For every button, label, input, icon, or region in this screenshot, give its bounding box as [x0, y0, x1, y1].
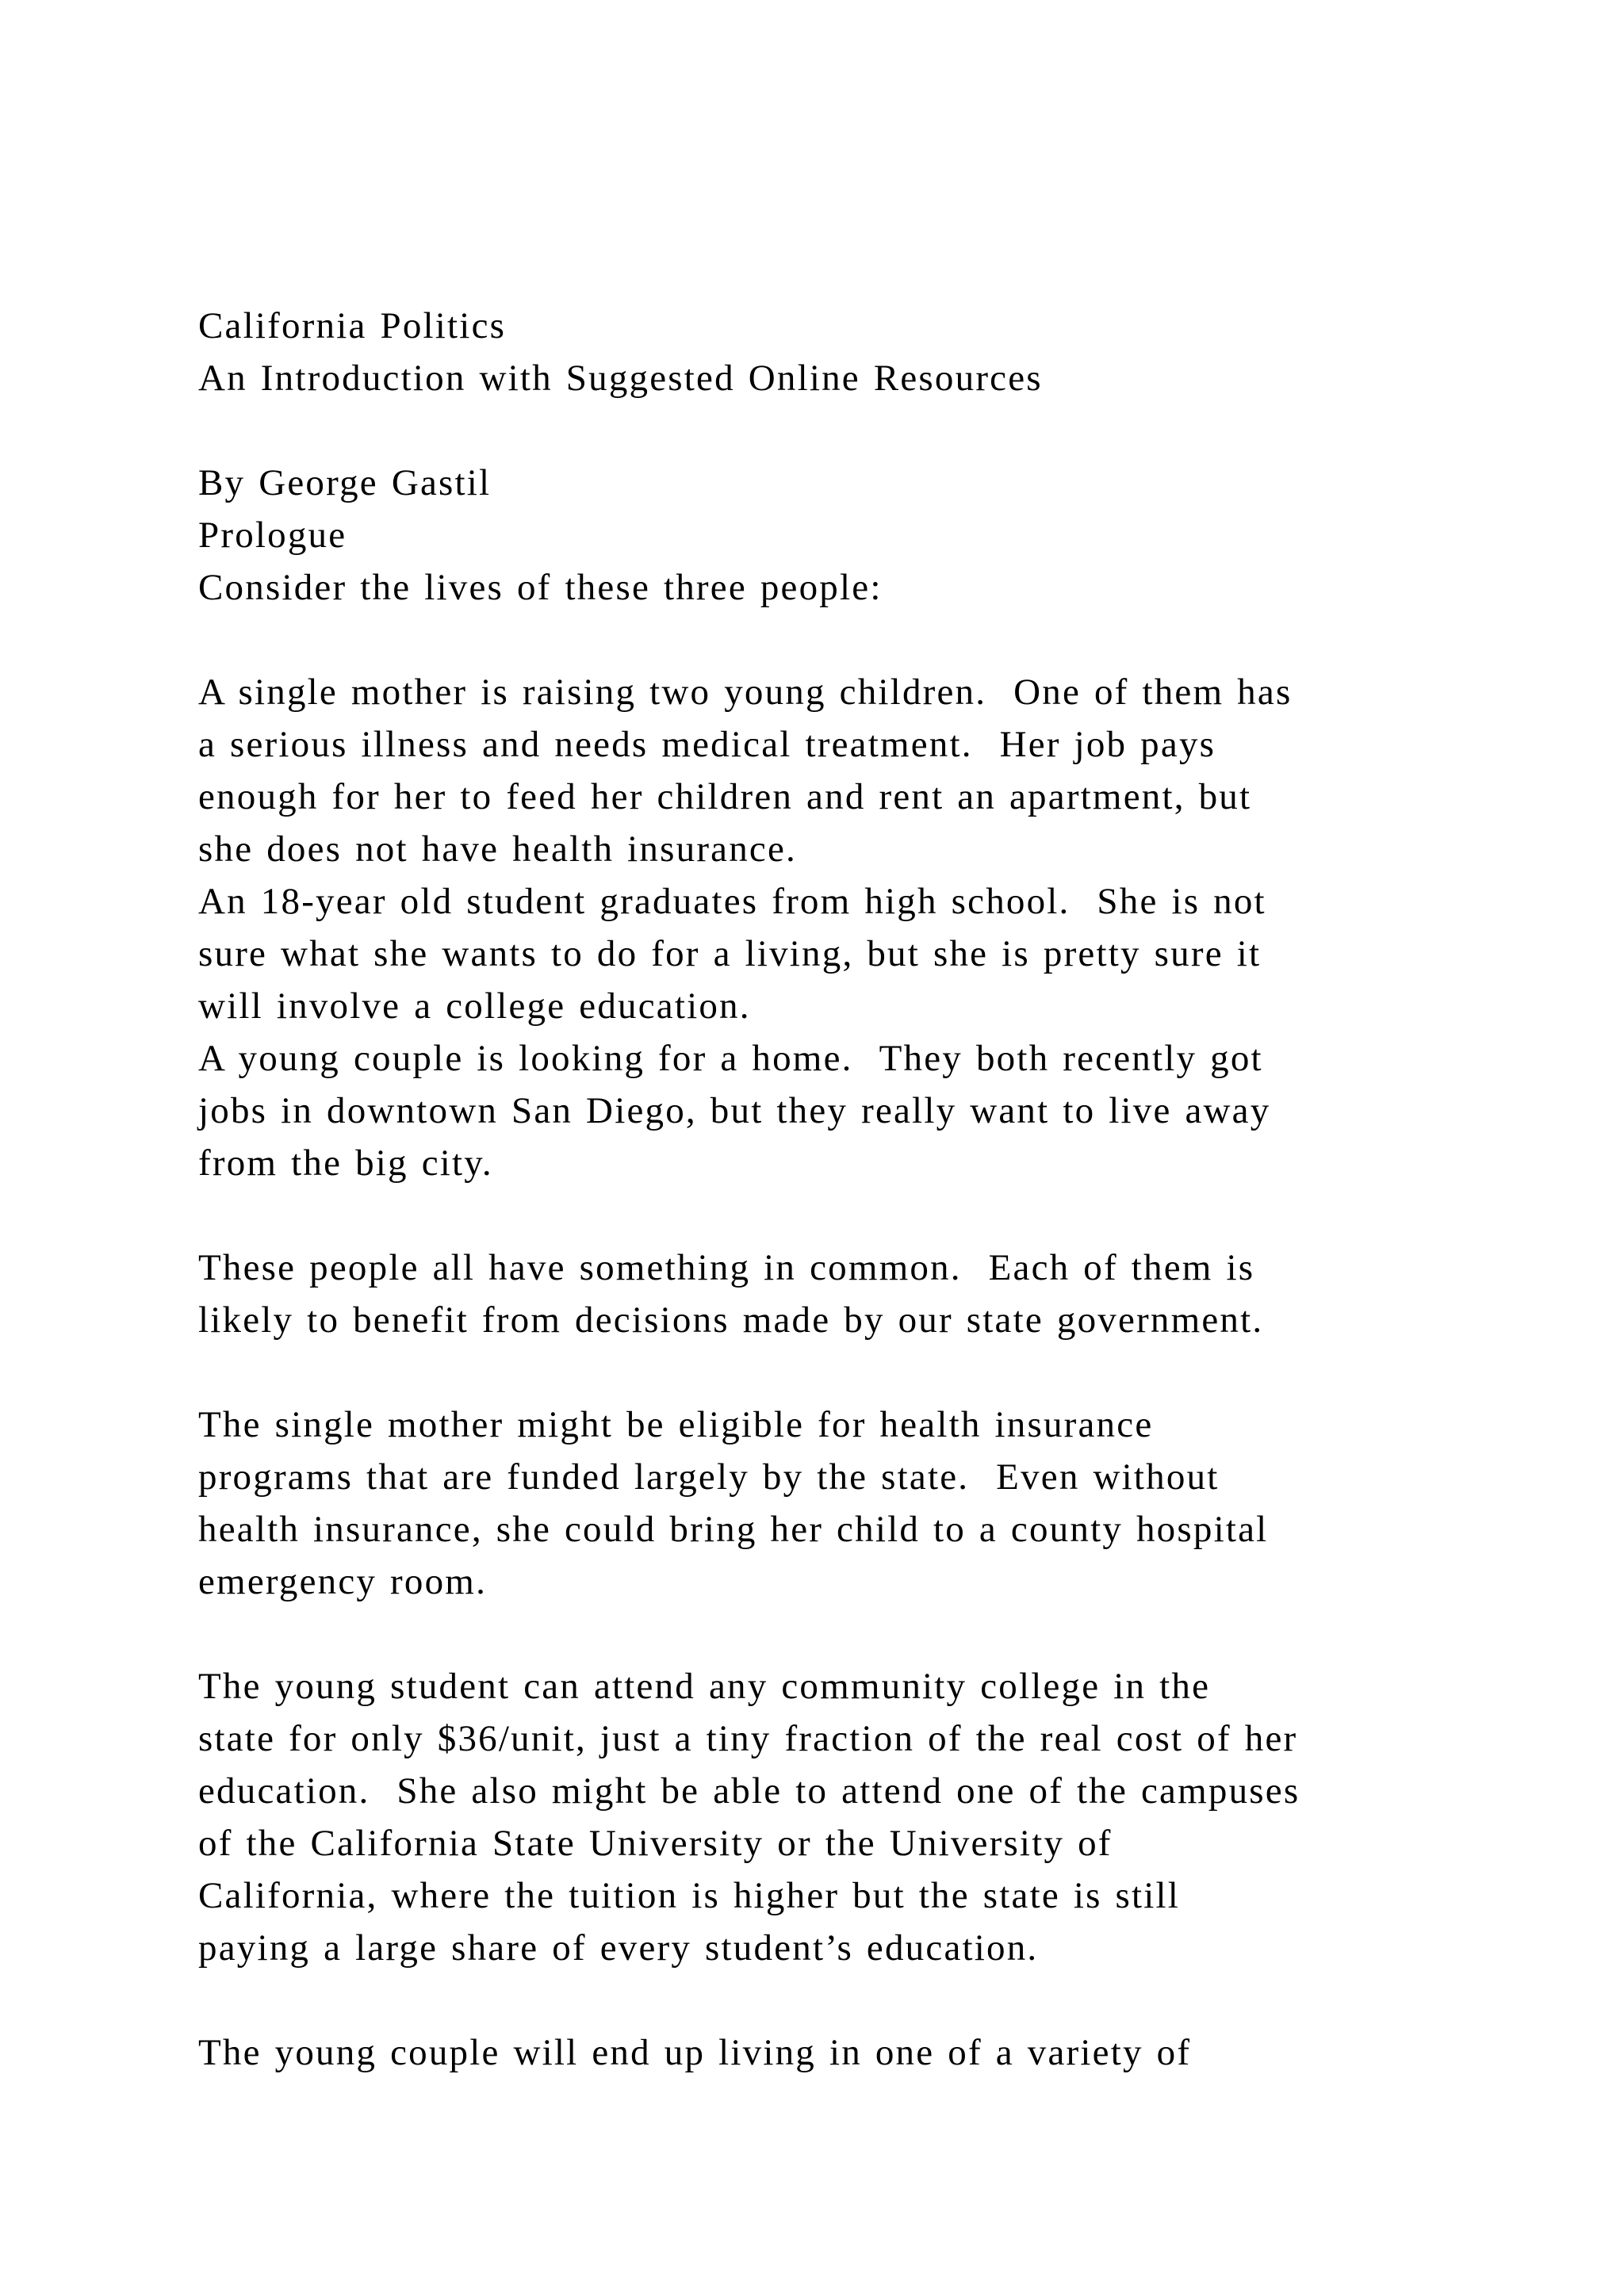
spacer [198, 1974, 1483, 2026]
scenario-student-line: An 18-year old student graduates from high school. She is not [198, 881, 1266, 922]
document-body [198, 300, 1483, 2079]
scenario-student-line: sure what she wants to do for a living, but she is pretty sure it [198, 933, 1262, 974]
student-para-line: of the California State University or the University of [198, 1823, 1113, 1864]
spacer [198, 1189, 1483, 1242]
scenario-student-line: will involve a college education. [198, 985, 751, 1027]
student-para-line: California, where the tuition is higher but the state is still [198, 1875, 1181, 1916]
section-heading: Prologue [198, 515, 347, 556]
scenario-couple-line: from the big city. [198, 1142, 493, 1184]
scenario-mother-line: a serious illness and needs medical treatment. Her job pays [198, 724, 1216, 765]
spacer [198, 1608, 1483, 1660]
couple-para-line: The young couple will end up living in one of a variety of [198, 2032, 1192, 2073]
student-para-line: state for only $36/unit, just a tiny fraction of the real cost of her [198, 1718, 1298, 1759]
student-para-line: education. She also might be able to attend one of the campuses [198, 1770, 1300, 1812]
scenario-mother-line: A single mother is raising two young children. One of them has [198, 672, 1293, 713]
common-line: These people all have something in common. Each of them is [198, 1247, 1255, 1288]
spacer [198, 1346, 1483, 1399]
mother-para-line: programs that are funded largely by the state. Even without [198, 1456, 1220, 1498]
common-line: likely to benefit from decisions made by our state government. [198, 1299, 1264, 1341]
scenario-mother-line: enough for her to feed her children and rent an apartment, but [198, 776, 1252, 817]
intro-line: Consider the lives of these three people: [198, 567, 883, 608]
mother-para-line: health insurance, she could bring her child to a county hospital [198, 1509, 1269, 1550]
document-subtitle: An Introduction with Suggested Online Resources [198, 358, 1043, 399]
spacer [198, 404, 1483, 457]
mother-para-line: The single mother might be eligible for health insurance [198, 1404, 1154, 1445]
byline: By George Gastil [198, 462, 492, 503]
scenario-couple-line: A young couple is looking for a home. They both recently got [198, 1038, 1263, 1079]
scenario-mother-line: she does not have health insurance. [198, 828, 798, 870]
spacer [198, 614, 1483, 666]
student-para-line: The young student can attend any community college in the [198, 1666, 1211, 1707]
document-title: California Politics [198, 305, 507, 346]
mother-para-line: emergency room. [198, 1561, 488, 1602]
student-para-line: paying a large share of every student’s education. [198, 1927, 1039, 1969]
scenario-couple-line: jobs in downtown San Diego, but they really want to live away [198, 1090, 1271, 1131]
